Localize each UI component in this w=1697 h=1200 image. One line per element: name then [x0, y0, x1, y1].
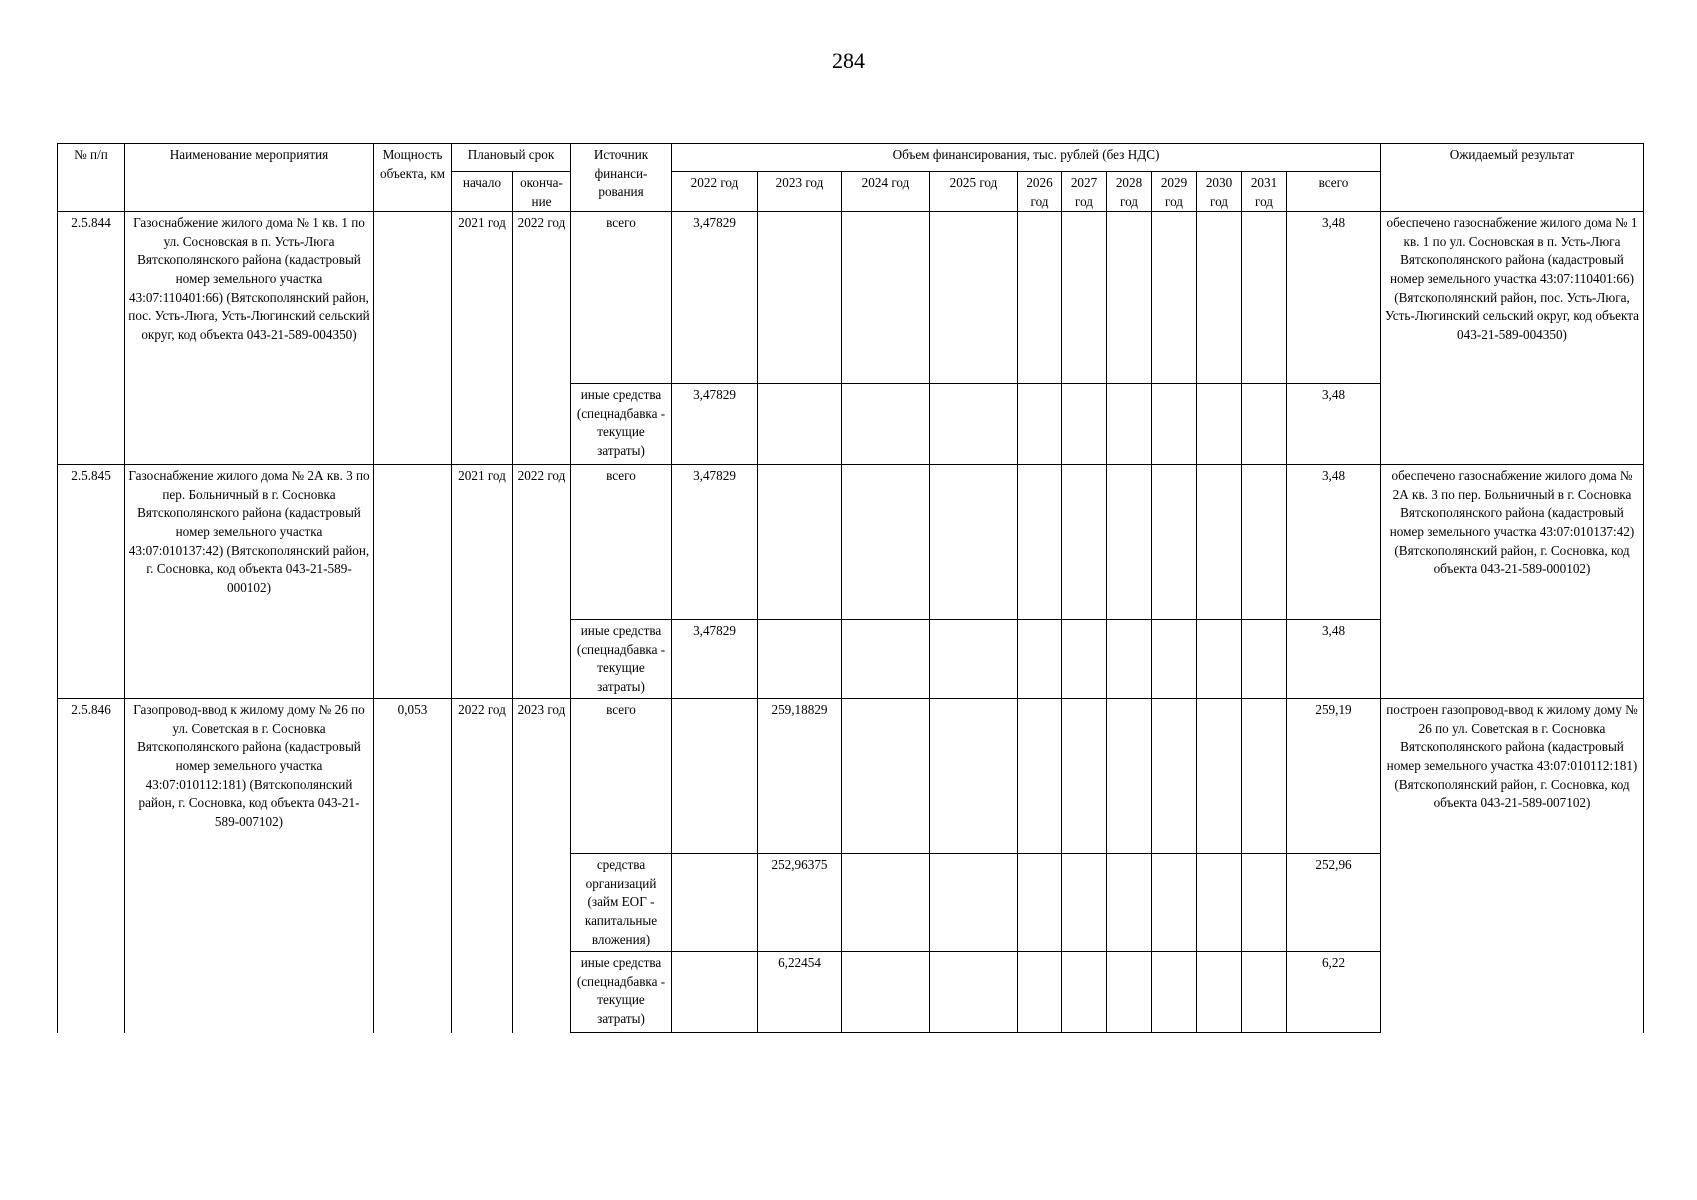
value-2022	[672, 699, 758, 854]
empty-cell	[1152, 952, 1197, 1033]
empty-cell	[842, 465, 930, 620]
header-capacity: Мощность объекта, км	[374, 144, 452, 212]
value-total: 6,22	[1287, 952, 1381, 1033]
empty-cell	[1018, 854, 1062, 952]
header-year-2031: 2031 год	[1242, 172, 1287, 212]
header-name: Наименование мероприятия	[125, 144, 374, 212]
header-year-2025: 2025 год	[930, 172, 1018, 212]
row-start: 2022 год	[452, 699, 513, 1033]
table-row	[58, 212, 1644, 384]
empty-cell	[1242, 620, 1287, 699]
row-num: 2.5.846	[58, 699, 125, 1033]
value-2022: 3,47829	[672, 620, 758, 699]
empty-cell	[1152, 854, 1197, 952]
row-end: 2022 год	[513, 465, 571, 699]
empty-cell	[930, 620, 1018, 699]
source-label: иные средства (спецнадбавка - текущие затраты)	[571, 384, 672, 465]
source-label: иные средства (спецнадбавка - текущие затраты)	[571, 620, 672, 699]
empty-cell	[930, 384, 1018, 465]
value-total: 252,96	[1287, 854, 1381, 952]
value-2023	[758, 212, 842, 384]
value-2022: 3,47829	[672, 212, 758, 384]
value-2023	[758, 465, 842, 620]
value-total: 259,19	[1287, 699, 1381, 854]
value-2022: 3,47829	[672, 384, 758, 465]
value-2022	[672, 854, 758, 952]
row-end: 2022 год	[513, 212, 571, 465]
value-2022	[672, 952, 758, 1033]
financing-table	[57, 143, 1644, 1033]
table-row	[58, 465, 1644, 620]
value-total: 3,48	[1287, 620, 1381, 699]
header-num: № п/п	[58, 144, 125, 212]
source-label: иные средства (спецнадбавка - текущие затраты)	[571, 952, 672, 1033]
value-2023	[758, 384, 842, 465]
header-year-2029: 2029 год	[1152, 172, 1197, 212]
row-name: Газоснабжение жилого дома № 1 кв. 1 по ул. Сосновская в п. Усть-Люга Вятскополянского района (кадастровый номер земельного участка 43:07:110401:66) (Вятскополянский район, пос. Усть-Люга, Усть-Люгинский сельский округ, код объекта 043-21-589-004350)	[125, 212, 374, 465]
row-start: 2021 год	[452, 465, 513, 699]
empty-cell	[1152, 699, 1197, 854]
empty-cell	[930, 465, 1018, 620]
empty-cell	[1107, 212, 1152, 384]
empty-cell	[1062, 212, 1107, 384]
value-2023: 259,18829	[758, 699, 842, 854]
header-row-1	[58, 144, 1644, 172]
source-label: всего	[571, 212, 672, 384]
row-num: 2.5.845	[58, 465, 125, 699]
row-capacity	[374, 465, 452, 699]
empty-cell	[842, 620, 930, 699]
empty-cell	[1018, 620, 1062, 699]
source-label: всего	[571, 699, 672, 854]
value-2022: 3,47829	[672, 465, 758, 620]
empty-cell	[930, 952, 1018, 1033]
empty-cell	[1197, 384, 1242, 465]
header-total: всего	[1287, 172, 1381, 212]
header-year-2028: 2028 год	[1107, 172, 1152, 212]
empty-cell	[1197, 465, 1242, 620]
header-source: Источник финанси-рования	[571, 144, 672, 212]
empty-cell	[1242, 465, 1287, 620]
value-2023: 6,22454	[758, 952, 842, 1033]
empty-cell	[1107, 854, 1152, 952]
empty-cell	[842, 699, 930, 854]
empty-cell	[1107, 465, 1152, 620]
empty-cell	[1107, 620, 1152, 699]
empty-cell	[1062, 620, 1107, 699]
empty-cell	[1107, 384, 1152, 465]
empty-cell	[1152, 212, 1197, 384]
row-end: 2023 год	[513, 699, 571, 1033]
header-year-2030: 2030 год	[1197, 172, 1242, 212]
value-total: 3,48	[1287, 212, 1381, 384]
empty-cell	[842, 384, 930, 465]
page-number: 284	[832, 48, 865, 73]
source-label: всего	[571, 465, 672, 620]
empty-cell	[1062, 384, 1107, 465]
header-end: оконча-ние	[513, 172, 571, 212]
header-planned-term: Плановый срок	[452, 144, 571, 172]
empty-cell	[1062, 699, 1107, 854]
empty-cell	[1152, 465, 1197, 620]
empty-cell	[842, 212, 930, 384]
source-label: средства организаций (займ ЕОГ - капитальные вложения)	[571, 854, 672, 952]
header-year-2024: 2024 год	[842, 172, 930, 212]
row-name: Газоснабжение жилого дома № 2А кв. 3 по пер. Больничный в г. Сосновка Вятскополянского района (кадастровый номер земельного участка 43:07:010137:42) (Вятскополянский район, г. Сосновка, код объекта 043-21-589-000102)	[125, 465, 374, 699]
empty-cell	[842, 854, 930, 952]
header-year-2022: 2022 год	[672, 172, 758, 212]
empty-cell	[1197, 212, 1242, 384]
empty-cell	[1152, 620, 1197, 699]
empty-cell	[1107, 699, 1152, 854]
empty-cell	[1197, 952, 1242, 1033]
empty-cell	[1062, 465, 1107, 620]
header-start: начало	[452, 172, 513, 212]
row-capacity	[374, 212, 452, 465]
row-num: 2.5.844	[58, 212, 125, 465]
header-year-2027: 2027 год	[1062, 172, 1107, 212]
empty-cell	[1018, 212, 1062, 384]
header-year-2026: 2026 год	[1018, 172, 1062, 212]
row-start: 2021 год	[452, 212, 513, 465]
empty-cell	[930, 854, 1018, 952]
value-total: 3,48	[1287, 465, 1381, 620]
empty-cell	[1242, 699, 1287, 854]
empty-cell	[930, 699, 1018, 854]
empty-cell	[1018, 384, 1062, 465]
empty-cell	[1242, 384, 1287, 465]
empty-cell	[1018, 952, 1062, 1033]
empty-cell	[1197, 854, 1242, 952]
empty-cell	[930, 212, 1018, 384]
empty-cell	[1062, 952, 1107, 1033]
empty-cell	[1018, 699, 1062, 854]
header-result: Ожидаемый результат	[1381, 144, 1644, 212]
empty-cell	[842, 952, 930, 1033]
empty-cell	[1242, 952, 1287, 1033]
empty-cell	[1242, 212, 1287, 384]
value-total: 3,48	[1287, 384, 1381, 465]
row-result: построен газопровод-ввод к жилому дому № 26 по ул. Советская в г. Сосновка Вятскополянского района (кадастровый номер земельного участка 43:07:010112:181) (Вятскополянский район, г. Сосновка, код объекта 043-21-589-007102)	[1381, 699, 1644, 1033]
empty-cell	[1062, 854, 1107, 952]
row-result: обеспечено газоснабжение жилого дома № 2А кв. 3 по пер. Больничный в г. Сосновка Вятскополянского района (кадастровый номер земельного участка 43:07:010137:42) (Вятскополянский район, г. Сосновка, код объекта 043-21-589-000102)	[1381, 465, 1644, 699]
row-result: обеспечено газоснабжение жилого дома № 1 кв. 1 по ул. Сосновская в п. Усть-Люга Вятскополянского района (кадастровый номер земельного участка 43:07:110401:66) (Вятскополянский район, пос. Усть-Люга, Усть-Люгинский сельский округ, код объекта 043-21-589-004350)	[1381, 212, 1644, 465]
empty-cell	[1197, 699, 1242, 854]
value-2023	[758, 620, 842, 699]
header-year-2023: 2023 год	[758, 172, 842, 212]
empty-cell	[1197, 620, 1242, 699]
empty-cell	[1018, 465, 1062, 620]
header-volume: Объем финансирования, тыс. рублей (без НДС)	[672, 144, 1381, 172]
value-2023: 252,96375	[758, 854, 842, 952]
table-row	[58, 699, 1644, 854]
row-capacity: 0,053	[374, 699, 452, 1033]
row-name: Газопровод-ввод к жилому дому № 26 по ул. Советская в г. Сосновка Вятскополянского района (кадастровый номер земельного участка 43:07:010112:181) (Вятскополянский район, г. Сосновка, код объекта 043-21-589-007102)	[125, 699, 374, 1033]
empty-cell	[1242, 854, 1287, 952]
empty-cell	[1107, 952, 1152, 1033]
empty-cell	[1152, 384, 1197, 465]
